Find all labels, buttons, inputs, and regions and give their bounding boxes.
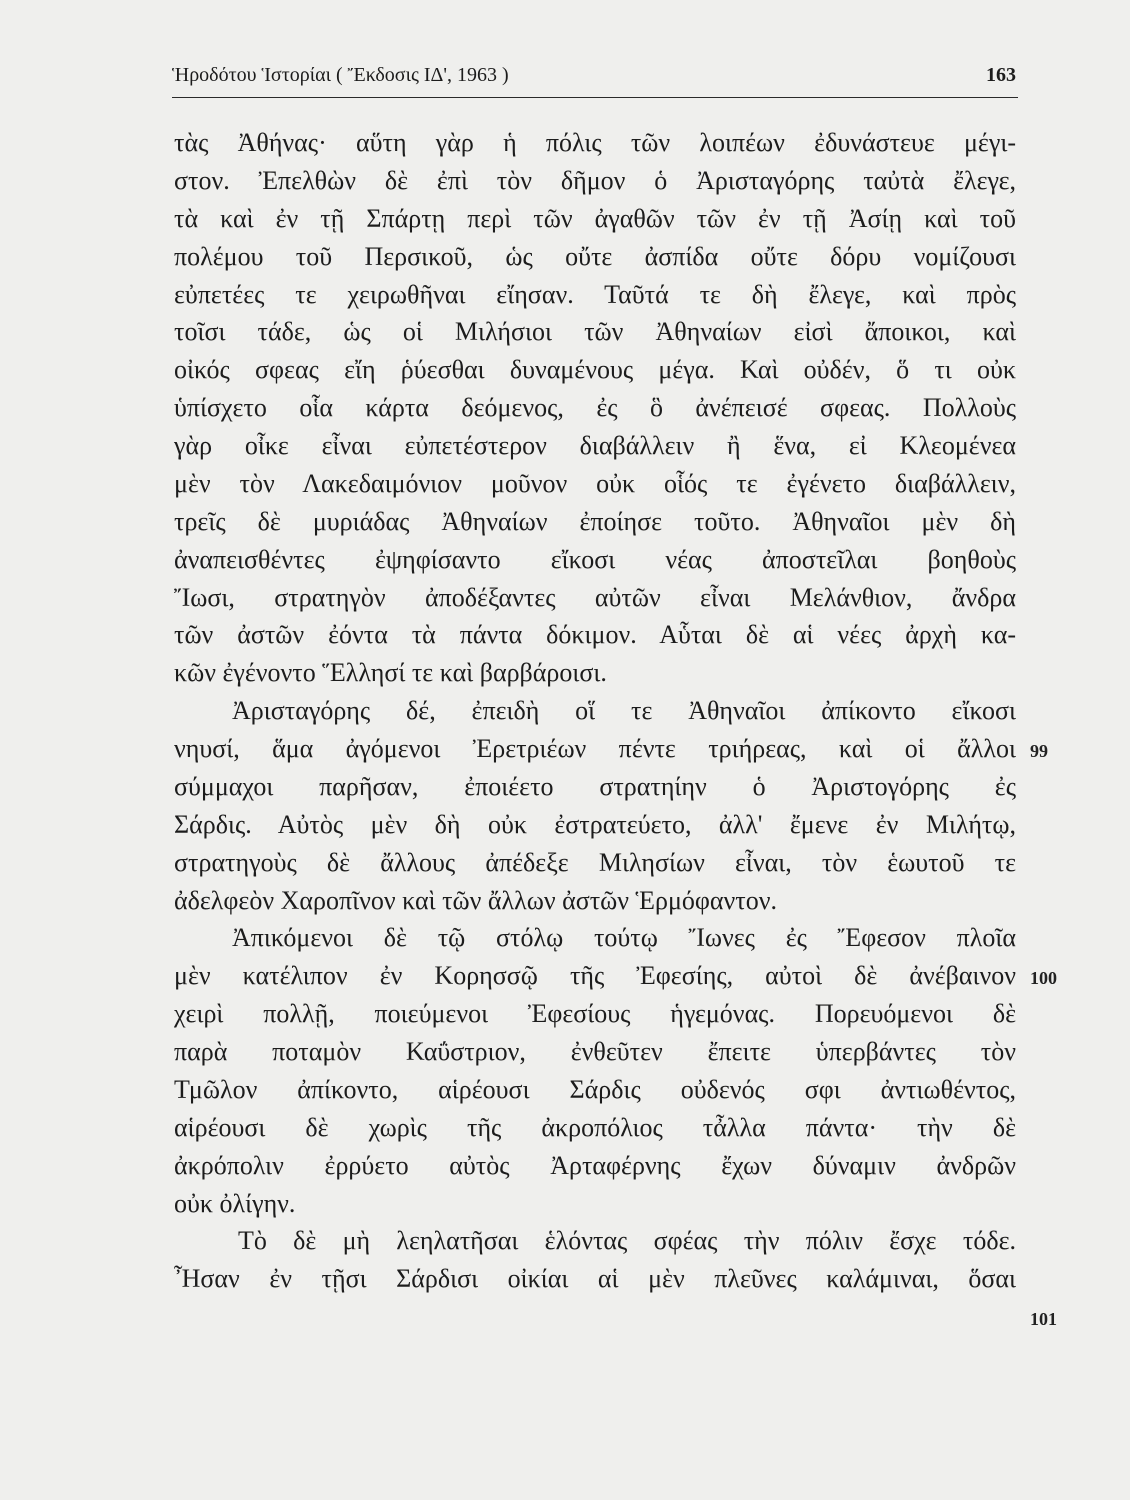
text-line: Σάρδις. Αὐτὸς μὲν δὴ οὐκ ἐστρατεύετο, ἀλλ' ἔμενε ἐν Μιλήτῳ, [174,809,1016,839]
text-line: τὰ καὶ ἐν τῇ Σπάρτῃ περὶ τῶν ἀγαθῶν τῶν ἐν τῇ Ἀσίῃ καὶ τοῦ [174,203,1016,233]
section-number-99: 99 [1030,741,1048,761]
text-line: Τὸ δὲ μὴ λεηλατῆσαι ἑλόντας σφέας τὴν πόλιν ἔσχε τόδε. [238,1226,1016,1256]
header-title: Ἡροδότου Ἱστορίαι ( Ἔκδοσις ΙΔ', 1963 ) [172,64,509,86]
text-line: ἀκρόπολιν ἐρρύετο αὐτὸς Ἀρταφέρνης ἔχων δύναμιν ἀνδρῶν [174,1150,1016,1180]
text-line: Ἀρισταγόρης δέ, ἐπειδὴ οἵ τε Ἀθηναῖοι ἀπίκοντο εἴκοσι [232,696,1016,726]
text-line: πολέμου τοῦ Περσικοῦ, ὡς οὔτε ἀσπίδα οὔτε δόρυ νομίζουσι [174,241,1016,271]
text-line: τρεῖς δὲ μυριάδας Ἀθηναίων ἐποίησε τοῦτο. Ἀθηναῖοι μὲν δὴ [174,506,1016,536]
text-line: τοῖσι τάδε, ὡς οἱ Μιλήσιοι τῶν Ἀθηναίων εἰσὶ ἄποικοι, καὶ [174,317,1016,347]
text-line: νηυσί, ἅμα ἀγόμενοι Ἐρετριέων πέντε τριήρεας, καὶ οἱ ἄλλοι [174,734,1016,763]
text-line: σύμμαχοι παρῆσαν, ἐποιέετο στρατηίην ὁ Ἀριστογόρης ἐς [174,771,1016,801]
text-line: τῶν ἀστῶν ἐόντα τὰ πάντα δόκιμον. Αὗται δὲ αἱ νέες ἀρχὴ κα- [174,620,1016,650]
page-number: 163 [986,64,1016,86]
text-line: ἀναπεισθέντες ἐψηφίσαντο εἴκοσι νέας ἀποστεῖλαι βοηθοὺς [174,544,1016,574]
text-line: γὰρ οἶκε εἶναι εὐπετέστερον διαβάλλειν ἢ ἕνα, εἰ Κλεομένεα [174,431,1016,460]
text-line: Τμῶλον ἀπίκοντο, αἱρέουσι Σάρδις οὐδενός σφι ἀντιωθέντος, [174,1074,1016,1104]
text-line: αἱρέουσι δὲ χωρὶς τῆς ἀκροπόλιος τἆλλα πάντα· τὴν δὲ [174,1112,1016,1142]
header-rule [172,97,1018,98]
text-line: τὰς Ἀθήνας· αὕτη γὰρ ἡ πόλις τῶν λοιπέων ἐδυνάστευε μέγι- [174,128,1016,157]
text-line: Ἦσαν ἐν τῇσι Σάρδισι οἰκίαι αἱ μὲν πλεῦνες καλάμιναι, ὅσαι [174,1264,1016,1294]
main-text [174,124,1016,1298]
section-number-100: 100 [1030,968,1057,988]
text-line: ὑπίσχετο οἷα κάρτα δεόμενος, ἐς ὃ ἀνέπεισέ σφεας. Πολλοὺς [174,393,1016,423]
text-line: εὐπετέες τε χειρωθῆναι εἴησαν. Ταῦτά τε δὴ ἔλεγε, καὶ πρὸς [174,279,1016,309]
text-line: κῶν ἐγένοντο Ἕλλησί τε καὶ βαρβάροισι. [174,658,607,688]
section-number-101: 101 [1030,1309,1057,1329]
text-line: ἀδελφεὸν Χαροπῖνον καὶ τῶν ἄλλων ἀστῶν Ἑρμόφαντον. [174,885,778,915]
running-header [172,62,1016,96]
text-line: μὲν τὸν Λακεδαιμόνιον μοῦνον οὐκ οἷός τε ἐγένετο διαβάλλειν, [174,468,1016,498]
text-line: χειρὶ πολλῇ, ποιεύμενοι Ἐφεσίους ἡγεμόνας. Πορευόμενοι δὲ [174,999,1016,1029]
text-line: οὐκ ὀλίγην. [174,1188,296,1218]
text-line: οἰκός σφεας εἴη ῥύεσθαι δυναμένους μέγα. Καὶ οὐδέν, ὅ τι οὐκ [174,355,1016,385]
text-line: Ἀπικόμενοι δὲ τῷ στόλῳ τούτῳ Ἴωνες ἐς Ἔφεσον πλοῖα [232,923,1016,953]
text-line: μὲν κατέλιπον ἐν Κορησσῷ τῆς Ἐφεσίης, αὐτοὶ δὲ ἀνέβαινον [174,961,1016,991]
text-line: στον. Ἐπελθὼν δὲ ἐπὶ τὸν δῆμον ὁ Ἀρισταγόρης ταὐτὰ ἔλεγε, [174,165,1016,195]
text-line: παρὰ ποταμὸν Καΰστριον, ἐνθεῦτεν ἔπειτε ὑπερβάντες τὸν [174,1037,1016,1066]
text-line: Ἴωσι, στρατηγὸν ἀποδέξαντες αὐτῶν εἶναι Μελάνθιον, ἄνδρα [174,582,1016,612]
text-line: στρατηγοὺς δὲ ἄλλους ἀπέδεξε Μιλησίων εἶναι, τὸν ἑωυτοῦ τε [174,847,1016,877]
